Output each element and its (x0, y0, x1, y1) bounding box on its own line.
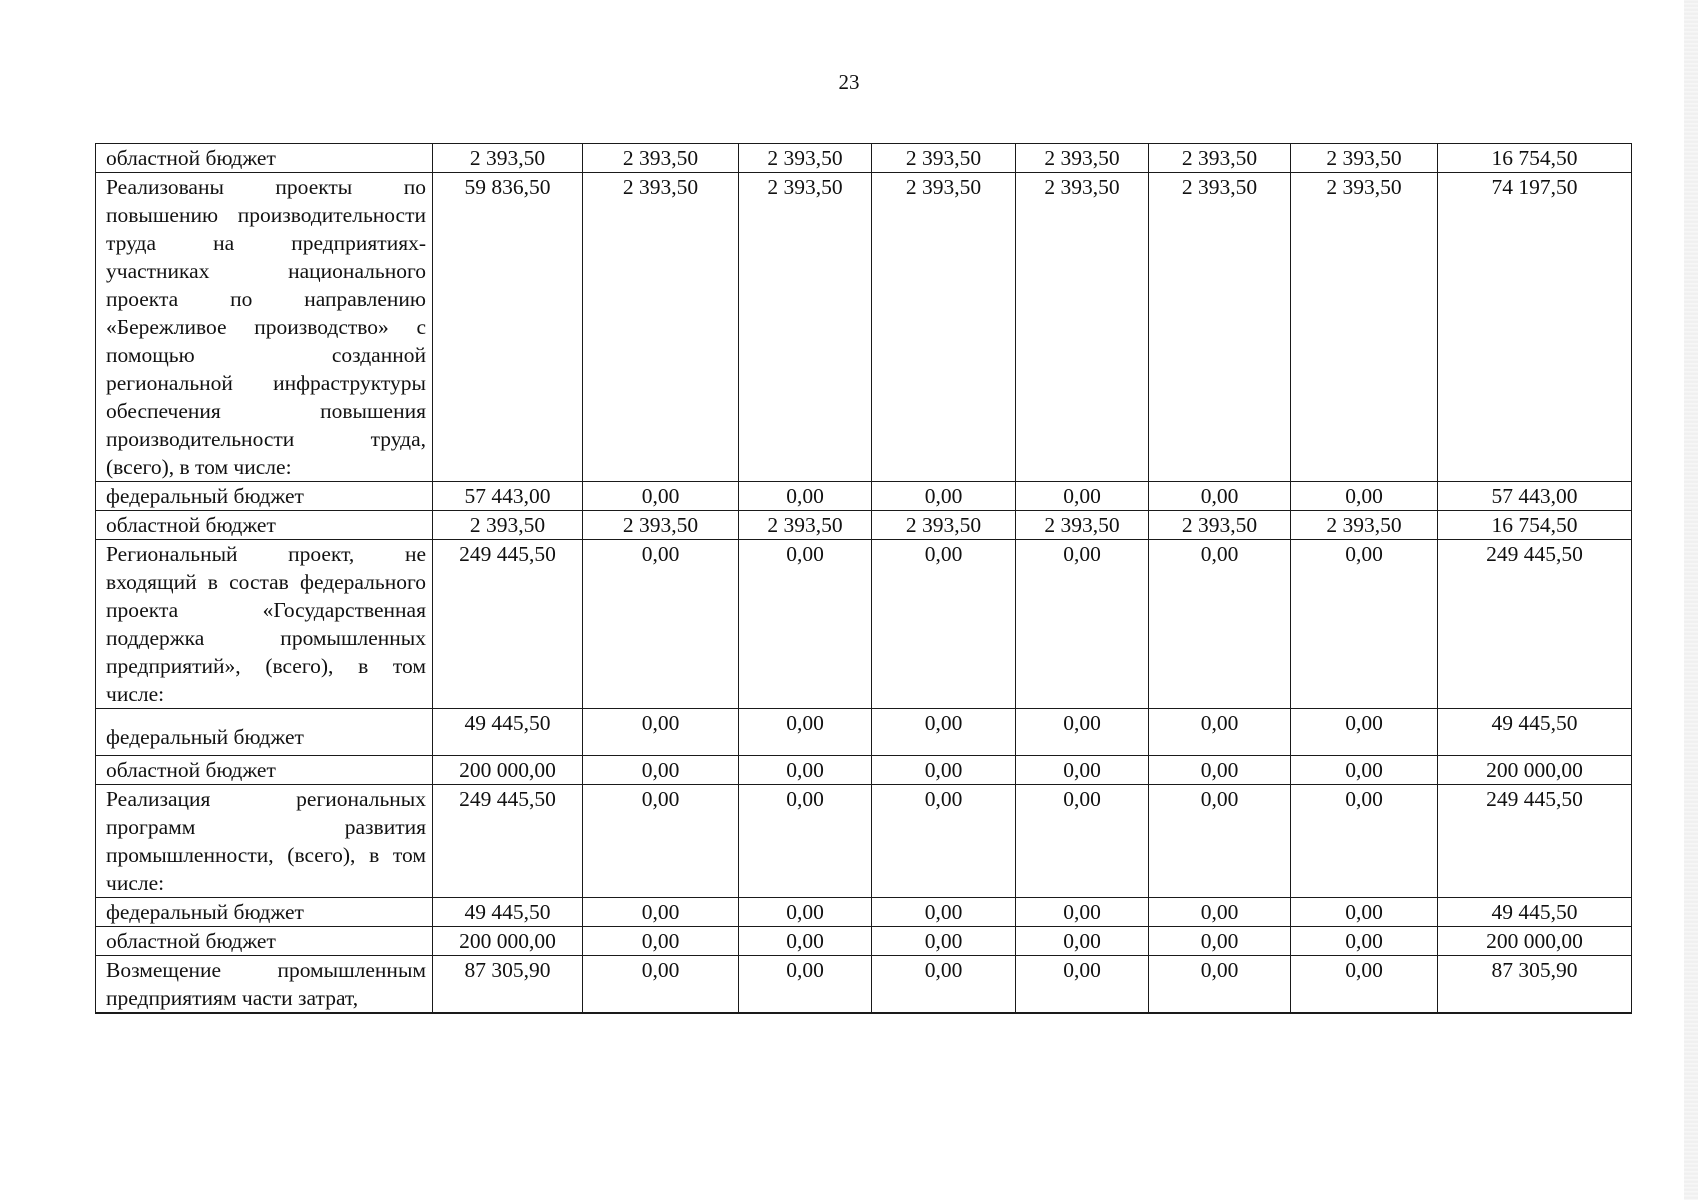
value-cell: 0,00 (739, 898, 872, 927)
row-label: Реализация региональных программ развития промышленности, (всего), в том числе: (96, 785, 433, 898)
value-cell: 0,00 (1291, 898, 1438, 927)
table-row (96, 709, 1632, 756)
value-cell: 0,00 (1291, 756, 1438, 785)
value-cell: 49 445,50 (433, 709, 583, 756)
value-cell: 200 000,00 (433, 756, 583, 785)
total-cell: 49 445,50 (1438, 709, 1632, 756)
value-cell: 2 393,50 (872, 144, 1016, 173)
page-number: 23 (838, 70, 860, 94)
total-cell: 16 754,50 (1438, 144, 1632, 173)
value-cell: 0,00 (1291, 482, 1438, 511)
total-cell: 57 443,00 (1438, 482, 1632, 511)
value-cell: 0,00 (583, 898, 739, 927)
budget-table (95, 143, 1632, 1014)
row-label: федеральный бюджет (96, 898, 433, 927)
value-cell: 249 445,50 (433, 785, 583, 898)
value-cell: 0,00 (1016, 482, 1149, 511)
value-cell: 0,00 (583, 785, 739, 898)
value-cell: 0,00 (872, 709, 1016, 756)
value-cell: 0,00 (872, 927, 1016, 956)
value-cell: 0,00 (872, 785, 1016, 898)
row-label (96, 956, 433, 1014)
value-cell: 200 000,00 (433, 927, 583, 956)
value-cell: 0,00 (739, 540, 872, 709)
table-row (96, 785, 1632, 898)
value-cell: 0,00 (739, 927, 872, 956)
row-label-text: Возмещение промышленным предприятиям части затрат, (106, 958, 426, 1010)
value-cell: 0,00 (1016, 927, 1149, 956)
value-cell: 0,00 (1016, 756, 1149, 785)
value-cell: 2 393,50 (1291, 511, 1438, 540)
table-row (96, 144, 1632, 173)
row-label: федеральный бюджет (96, 482, 433, 511)
value-cell: 2 393,50 (1291, 173, 1438, 482)
value-cell: 0,00 (1149, 756, 1291, 785)
total-cell: 16 754,50 (1438, 511, 1632, 540)
value-cell: 49 445,50 (433, 898, 583, 927)
value-cell: 249 445,50 (433, 540, 583, 709)
row-label: федеральный бюджет (96, 709, 433, 756)
value-cell: 2 393,50 (872, 173, 1016, 482)
value-cell: 0,00 (583, 956, 739, 1014)
total-cell: 200 000,00 (1438, 756, 1632, 785)
row-label: областной бюджет (96, 144, 433, 173)
row-label: областной бюджет (96, 927, 433, 956)
value-cell: 87 305,90 (433, 956, 583, 1014)
value-cell: 2 393,50 (583, 511, 739, 540)
value-cell: 2 393,50 (1016, 144, 1149, 173)
value-cell: 0,00 (872, 482, 1016, 511)
table-row (96, 511, 1632, 540)
value-cell: 0,00 (739, 709, 872, 756)
value-cell: 0,00 (583, 709, 739, 756)
total-cell: 87 305,90 (1438, 956, 1632, 1014)
value-cell: 2 393,50 (1149, 511, 1291, 540)
value-cell: 0,00 (583, 482, 739, 511)
value-cell: 2 393,50 (1291, 144, 1438, 173)
table-row (96, 956, 1632, 1014)
value-cell: 2 393,50 (1016, 511, 1149, 540)
scan-edge (1684, 0, 1698, 1200)
value-cell: 0,00 (583, 756, 739, 785)
value-cell: 2 393,50 (739, 511, 872, 540)
value-cell: 0,00 (1016, 956, 1149, 1014)
table-row (96, 756, 1632, 785)
value-cell: 0,00 (583, 927, 739, 956)
value-cell: 0,00 (1149, 540, 1291, 709)
value-cell: 57 443,00 (433, 482, 583, 511)
value-cell: 0,00 (872, 956, 1016, 1014)
value-cell: 2 393,50 (1016, 173, 1149, 482)
value-cell: 2 393,50 (433, 144, 583, 173)
total-cell: 49 445,50 (1438, 898, 1632, 927)
value-cell: 2 393,50 (739, 144, 872, 173)
value-cell: 0,00 (1149, 482, 1291, 511)
table-row (96, 898, 1632, 927)
row-label: Реализованы проекты по повышению производительности труда на предприятиях-участниках национального проекта по направлению «Бережливое производство» с помощью созданной региональной инфраструктуры обеспечения повышения производительности труда, (всего), в том числе: (96, 173, 433, 482)
value-cell: 0,00 (1291, 785, 1438, 898)
total-cell: 74 197,50 (1438, 173, 1632, 482)
value-cell: 2 393,50 (739, 173, 872, 482)
value-cell: 0,00 (1016, 785, 1149, 898)
value-cell: 0,00 (1016, 898, 1149, 927)
value-cell: 59 836,50 (433, 173, 583, 482)
value-cell: 2 393,50 (1149, 144, 1291, 173)
value-cell: 0,00 (1149, 927, 1291, 956)
total-cell: 200 000,00 (1438, 927, 1632, 956)
value-cell: 0,00 (1149, 956, 1291, 1014)
table-row (96, 482, 1632, 511)
value-cell: 0,00 (739, 785, 872, 898)
value-cell: 0,00 (1291, 709, 1438, 756)
table-row (96, 540, 1632, 709)
row-label: областной бюджет (96, 511, 433, 540)
table-row (96, 927, 1632, 956)
value-cell: 0,00 (739, 756, 872, 785)
total-cell: 249 445,50 (1438, 540, 1632, 709)
value-cell: 0,00 (1016, 540, 1149, 709)
value-cell: 0,00 (1291, 927, 1438, 956)
value-cell: 0,00 (872, 756, 1016, 785)
value-cell: 0,00 (872, 898, 1016, 927)
table-row (96, 173, 1632, 482)
value-cell: 0,00 (1291, 540, 1438, 709)
value-cell: 2 393,50 (872, 511, 1016, 540)
value-cell: 0,00 (739, 482, 872, 511)
value-cell: 2 393,50 (583, 144, 739, 173)
value-cell: 0,00 (1291, 956, 1438, 1014)
value-cell: 2 393,50 (433, 511, 583, 540)
row-label: Региональный проект, не входящий в состав федерального проекта «Государственная поддержка промышленных предприятий», (всего), в том числе: (96, 540, 433, 709)
value-cell: 2 393,50 (583, 173, 739, 482)
value-cell: 0,00 (1149, 898, 1291, 927)
total-cell: 249 445,50 (1438, 785, 1632, 898)
value-cell: 0,00 (739, 956, 872, 1014)
value-cell: 0,00 (872, 540, 1016, 709)
row-label: областной бюджет (96, 756, 433, 785)
value-cell: 0,00 (1149, 709, 1291, 756)
value-cell: 0,00 (583, 540, 739, 709)
value-cell: 0,00 (1149, 785, 1291, 898)
value-cell: 0,00 (1016, 709, 1149, 756)
value-cell: 2 393,50 (1149, 173, 1291, 482)
